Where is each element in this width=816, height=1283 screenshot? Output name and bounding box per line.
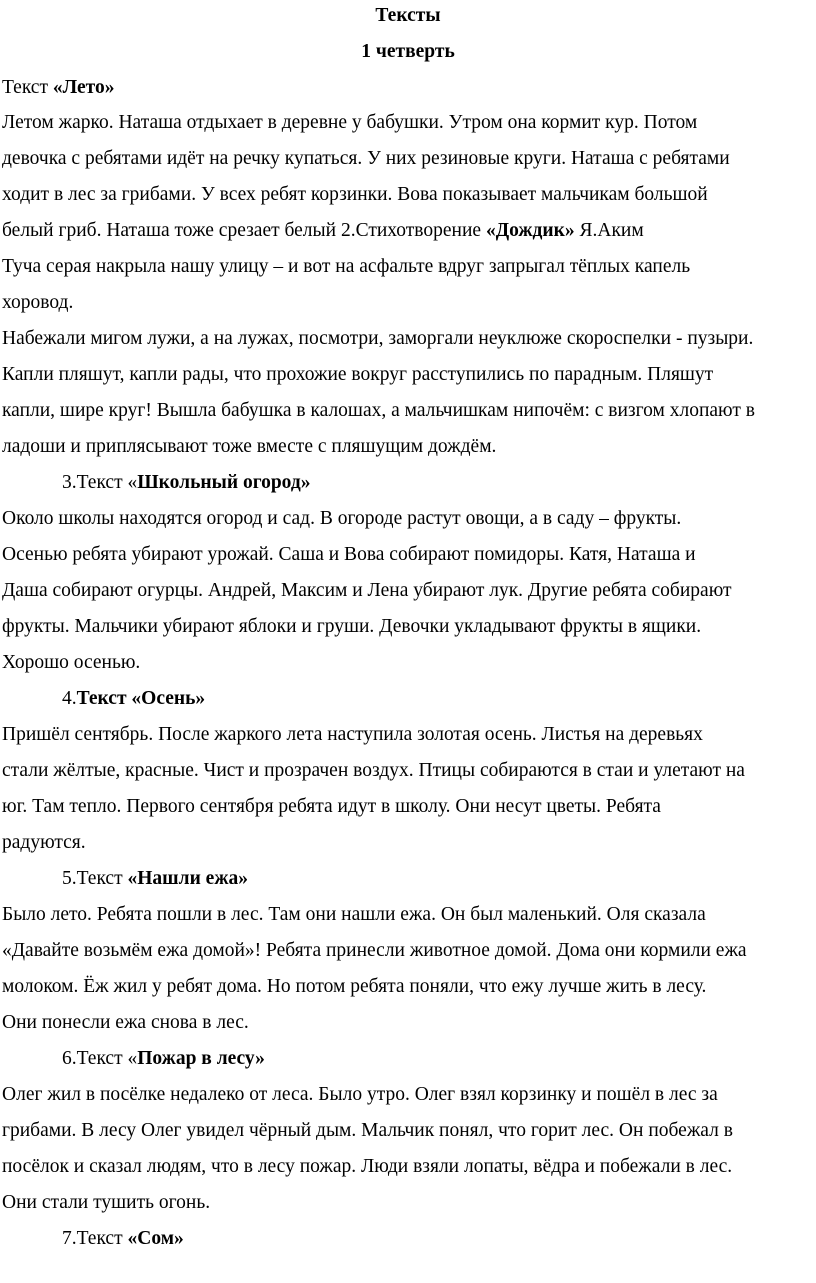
paragraph-line [2, 219, 644, 243]
paragraph-line: хоровод. [2, 292, 74, 313]
paragraph-line: молоком. Ёж жил у ребят дома. Но потом ребята поняли, что ежу лучше жить в лесу. [2, 976, 707, 997]
paragraph-line: ходит в лес за грибами. У всех ребят корзинки. Вова показывает мальчикам большой [2, 184, 708, 205]
paragraph-line: Осенью ребята убирают урожай. Саша и Вова собирают помидоры. Катя, Наташа и [2, 544, 696, 565]
heading-prefix: 7.Текст [62, 1228, 128, 1249]
paragraph-line: девочка с ребятами идёт на речку купаться. У них резиновые круги. Наташа с ребятами [2, 148, 730, 169]
heading-title: «Сом» [127, 1228, 184, 1249]
paragraph-line: Пришёл сентябрь. После жаркого лета наступила золотая осень. Листья на деревьях [2, 724, 703, 745]
paragraph-line: юг. Там тепло. Первого сентября ребята идут в школу. Они несут цветы. Ребята [2, 796, 661, 817]
heading-title: «Лето» [52, 77, 115, 98]
section-heading-osen [62, 687, 205, 711]
section-heading-leto [2, 76, 115, 100]
line-author: Я.Аким [574, 220, 644, 241]
section-heading-som [62, 1227, 184, 1251]
paragraph-line: Летом жарко. Наташа отдыхает в деревне у бабушки. Утром она кормит кур. Потом [2, 112, 698, 133]
paragraph-line: Они стали тушить огонь. [2, 1192, 211, 1213]
heading-title: «Нашли ежа» [127, 868, 248, 889]
paragraph-line: Олег жил в посёлке недалеко от леса. Было утро. Олег взял корзинку и пошёл в лес за [2, 1084, 718, 1105]
heading-title: Текст «Осень» [76, 688, 206, 709]
paragraph-line: ладоши и приплясывают тоже вместе с пляшущим дождём. [2, 436, 497, 457]
heading-title: Школьный огород» [137, 472, 311, 493]
section-heading-ezh [62, 867, 248, 891]
paragraph-line: «Давайте возьмём ежа домой»! Ребята принесли животное домой. Дома они кормили ежа [2, 940, 747, 961]
heading-prefix: 6.Текст « [62, 1048, 138, 1069]
document-subtitle: 1 четверть [361, 41, 455, 62]
paragraph-line: стали жёлтые, красные. Чист и прозрачен воздух. Птицы собираются в стаи и улетают на [2, 760, 745, 781]
heading-title-dozhdik: «Дождик» [485, 220, 575, 241]
paragraph-line: фрукты. Мальчики убирают яблоки и груши. Девочки укладывают фрукты в ящики. [2, 616, 702, 637]
paragraph-line: Они понесли ежа снова в лес. [2, 1012, 249, 1033]
heading-prefix: 5.Текст [62, 868, 128, 889]
section-heading-ogorod [62, 471, 310, 495]
paragraph-line: Туча серая накрыла нашу улицу – и вот на асфальте вдруг запрыгал тёплых капель [2, 256, 691, 277]
paragraph-line: Даша собирают огурцы. Андрей, Максим и Лена убирают лук. Другие ребята собирают [2, 580, 732, 601]
paragraph-line: Было лето. Ребята пошли в лес. Там они нашли ежа. Он был маленький. Оля сказала [2, 904, 706, 925]
paragraph-line: грибами. В лесу Олег увидел чёрный дым. Мальчик понял, что горит лес. Он побежал в [2, 1120, 733, 1141]
paragraph-line: Капли пляшут, капли рады, что прохожие вокруг расступились по парадным. Пляшут [2, 364, 714, 385]
paragraph-line: радуются. [2, 832, 86, 853]
heading-prefix: 4. [62, 688, 77, 709]
paragraph-line: Хорошо осенью. [2, 652, 141, 673]
paragraph-line: капли, шире круг! Вышла бабушка в калошах, а мальчишкам нипочём: с визгом хлопают в [2, 400, 755, 421]
paragraph-line: Около школы находятся огород и сад. В огороде растут овощи, а в саду – фрукты. [2, 508, 682, 529]
paragraph-line: посёлок и сказал людям, что в лесу пожар. Люди взяли лопаты, вёдра и побежали в лес. [2, 1156, 733, 1177]
section-heading-pozhar [62, 1047, 265, 1071]
paragraph-line: Набежали мигом лужи, а на лужах, посмотри, заморгали неуклюже скороспелки - пузыри. [2, 328, 754, 349]
heading-prefix: 3.Текст « [62, 472, 138, 493]
heading-title: Пожар в лесу» [137, 1048, 265, 1069]
line-text: белый гриб. Наташа тоже срезает белый 2.Стихотворение [2, 220, 486, 241]
heading-prefix: Текст [2, 77, 53, 98]
document-title: Тексты [375, 5, 441, 26]
